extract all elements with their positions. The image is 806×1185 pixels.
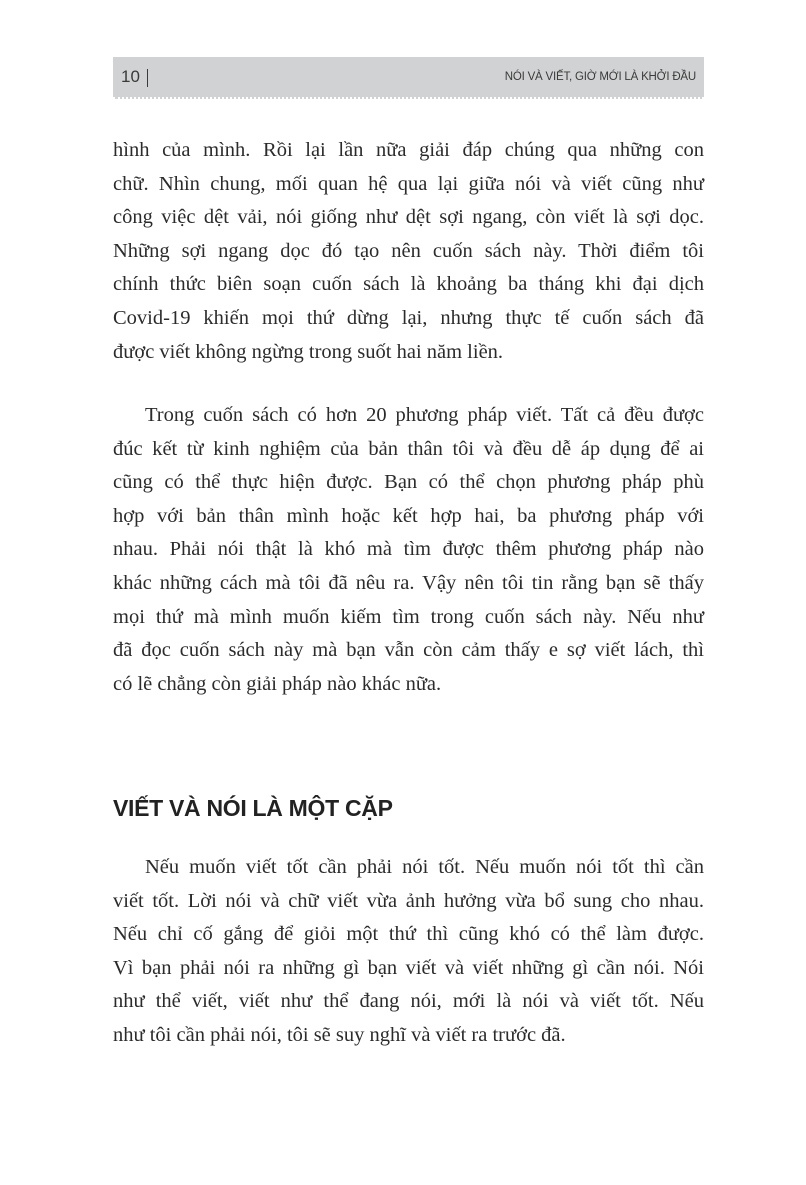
line-text: như thể viết, viết như thể đang nói, mới là nói và viết tốt. Nếu — [113, 990, 704, 1013]
line-text: Trong cuốn sách có hơn 20 phương pháp viết. Tất cả đều được — [145, 404, 704, 426]
line-text: đúc kết từ kinh nghiệm của bản thân tôi và đều dễ áp dụng để ai — [113, 437, 704, 460]
line-text: Vì bạn phải nói ra những gì bạn viết và viết những gì cần nói. Nói — [113, 956, 704, 979]
line-text: Những sợi ngang dọc đó tạo nên cuốn sách này. Thời điểm tôi — [113, 239, 704, 262]
line-text: nhau. Phải nói thật là khó mà tìm được thêm phương pháp nào — [113, 538, 704, 561]
line-text: có lẽ chẳng còn giải pháp nào khác nữa. — [113, 672, 442, 695]
line-text: khác những cách mà tôi đã nêu ra. Vậy nên tôi tin rằng bạn sẽ thấy — [113, 572, 704, 594]
line-text: Covid-19 khiến mọi thứ dừng lại, nhưng thực tế cuốn sách đã — [113, 307, 704, 329]
line-text: như tôi cần phải nói, tôi sẽ suy nghĩ và viết ra trước đã. — [113, 1024, 566, 1046]
header-divider — [147, 69, 148, 87]
line-text: đã đọc cuốn sách này mà bạn vẫn còn cảm thấy e sợ viết lách, thì — [113, 639, 704, 662]
line-text: chính thức biên soạn cuốn sách là khoảng ba tháng khi đại dịch — [113, 273, 704, 296]
section-heading: VIẾT VÀ NÓI LÀ MỘT CẶP — [113, 795, 393, 821]
page-number: 10 — [121, 67, 140, 86]
line-text: Nếu chỉ cố gắng để giỏi một thứ thì cũng khó có thể làm được. — [113, 923, 704, 946]
running-title: NÓI VÀ VIẾT, GIỜ MỚI LÀ KHỞI ĐẦU — [504, 71, 696, 83]
line-text: Nếu muốn viết tốt cần phải nói tốt. Nếu muốn nói tốt thì cần — [145, 856, 704, 878]
line-text: công việc dệt vải, nói giống như dệt sợi ngang, còn viết là sợi dọc. — [113, 206, 704, 229]
line-text: viết tốt. Lời nói và chữ viết vừa ảnh hưởng vừa bổ sung cho nhau. — [113, 889, 704, 912]
line-text: được viết không ngừng trong suốt hai năm liền. — [113, 340, 504, 363]
line-text: cũng có thể thực hiện được. Bạn có thể chọn phương pháp phù — [113, 471, 704, 494]
line-text: hình của mình. Rồi lại lần nữa giải đáp chúng qua những con — [113, 139, 704, 161]
line-text: mọi thứ mà mình muốn kiếm tìm trong cuốn sách này. Nếu như — [113, 605, 704, 628]
line-text: hợp với bản thân mình hoặc kết hợp hai, ba phương pháp với — [113, 504, 704, 527]
line-text: chữ. Nhìn chung, mối quan hệ qua lại giữa nói và viết cũng như — [113, 172, 704, 195]
running-header — [113, 57, 704, 99]
